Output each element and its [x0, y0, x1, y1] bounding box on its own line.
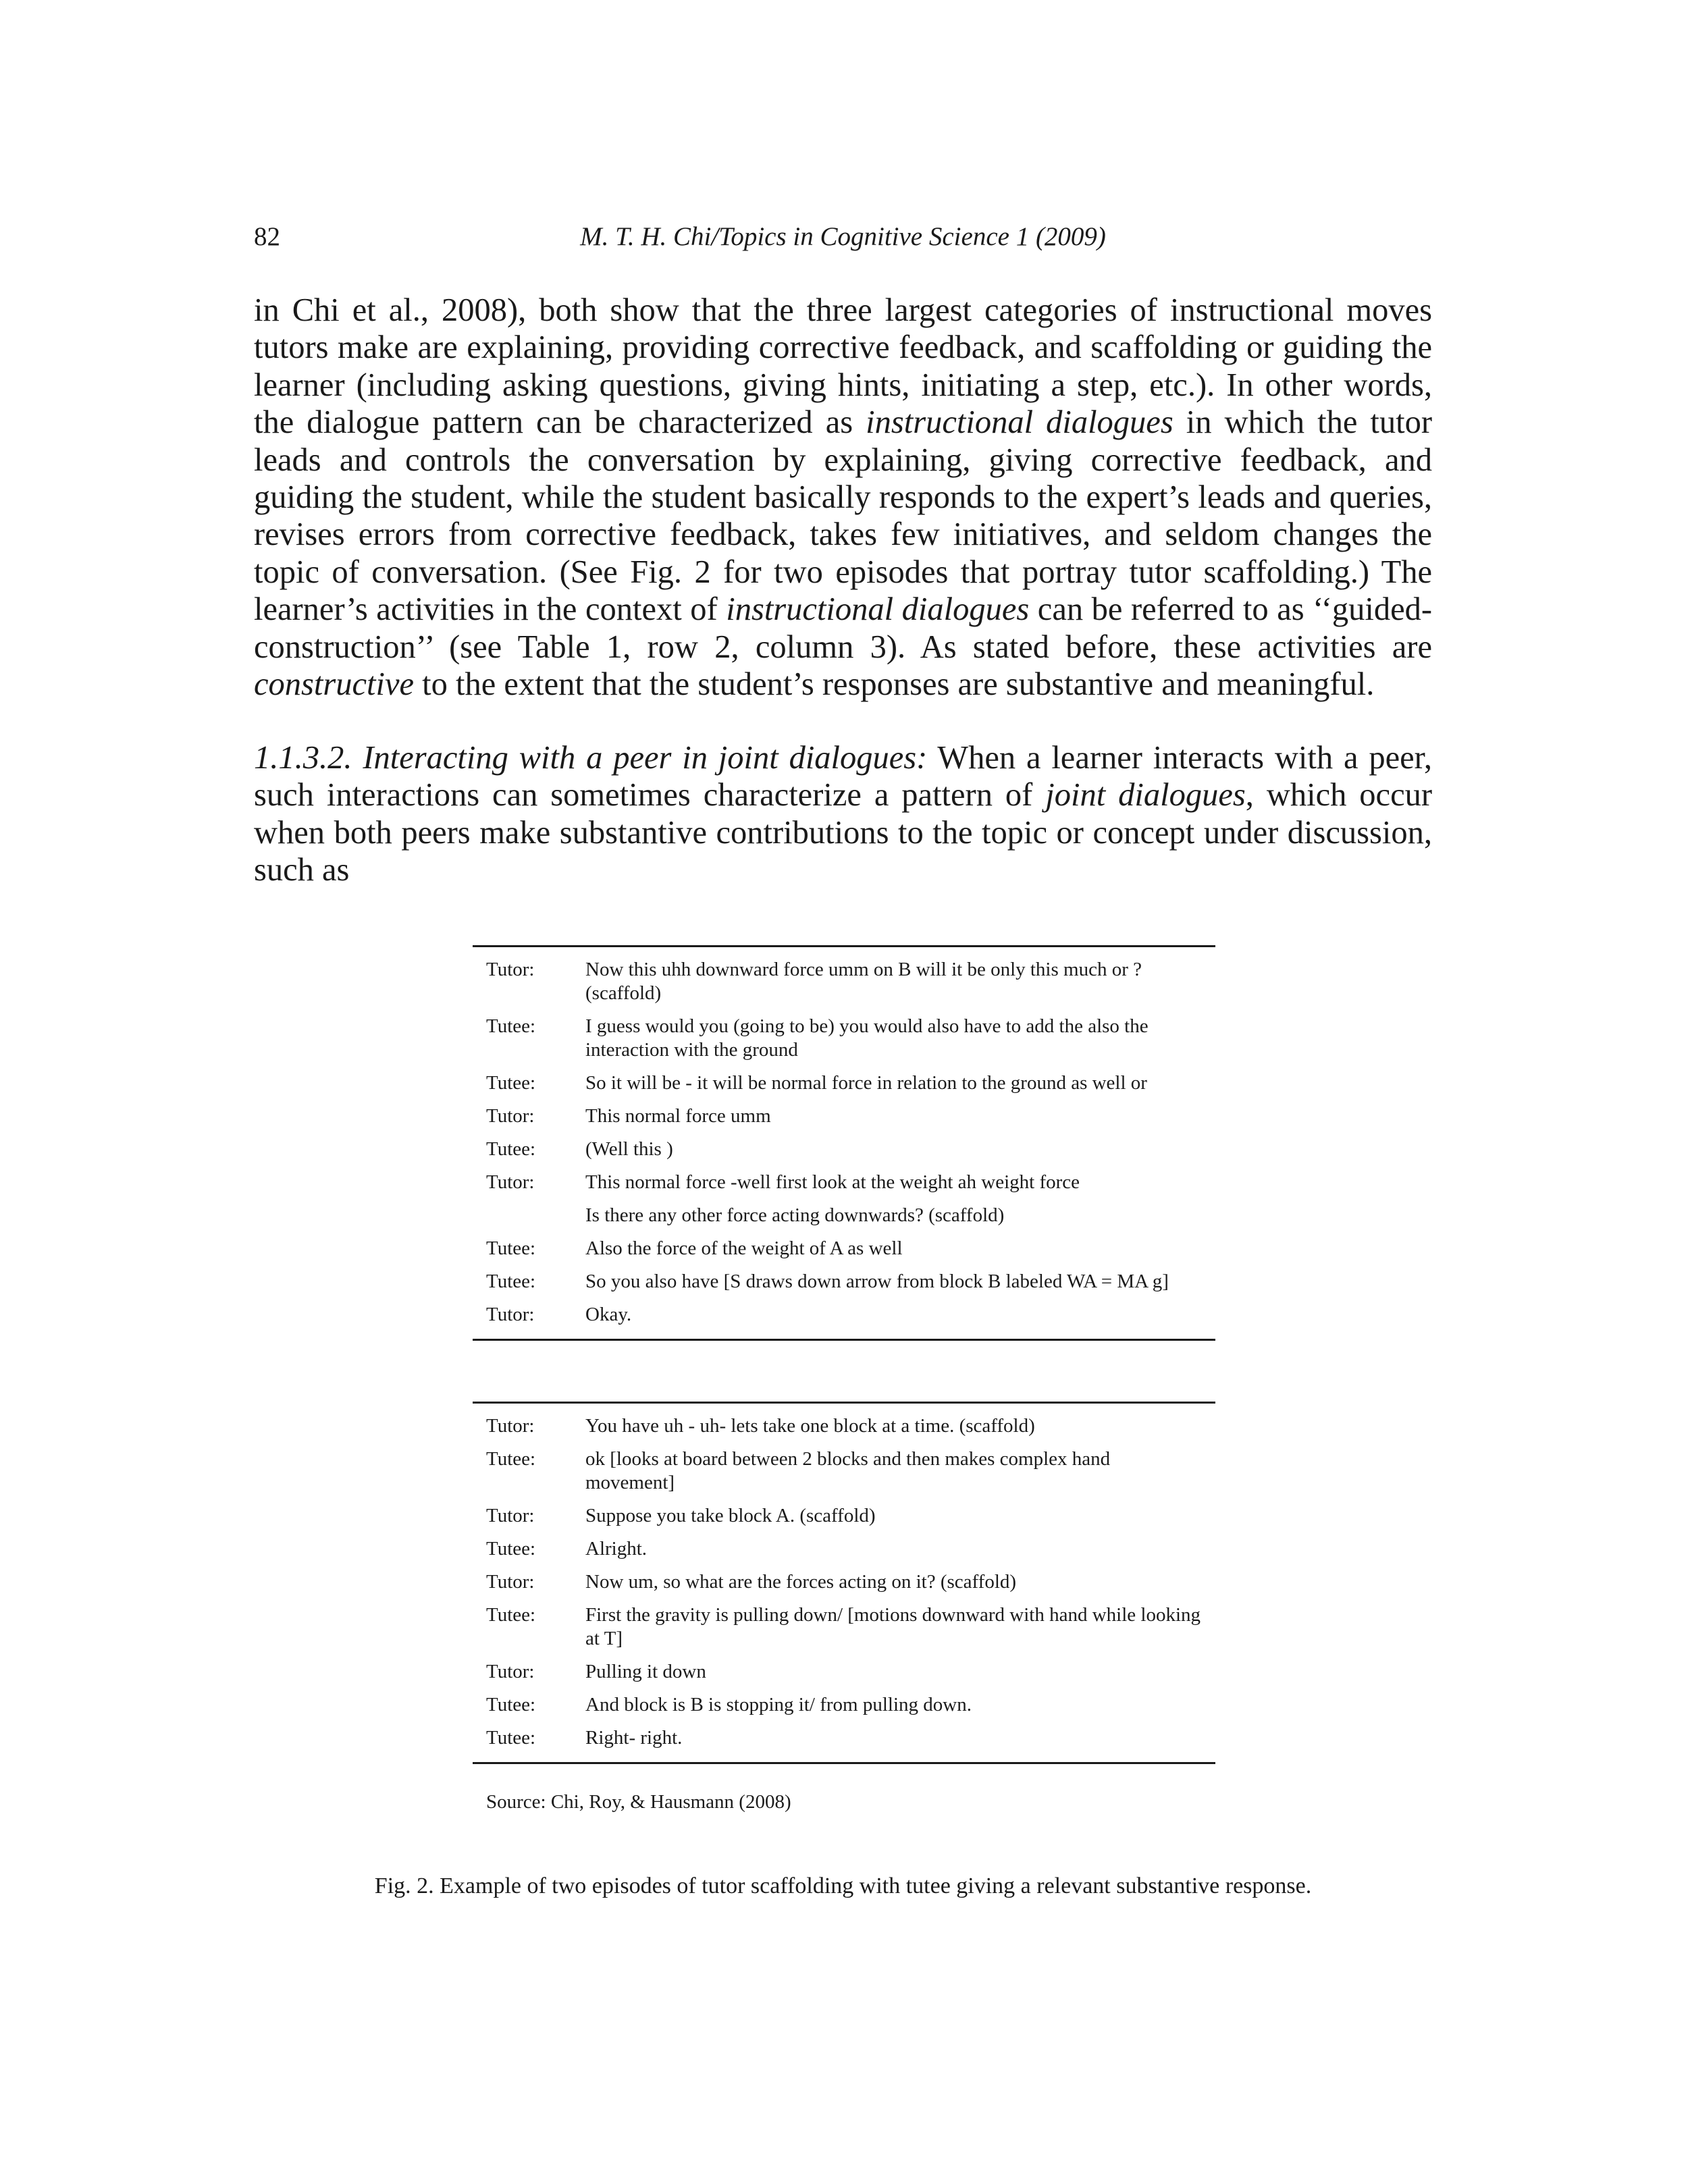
dialogue-episode-2 [473, 1402, 1215, 1764]
dialogue-turn [473, 1071, 1215, 1095]
dialogue-turn [473, 1726, 1215, 1750]
utterance-text: Right- right. [585, 1727, 683, 1749]
speaker-label: Tutor: [486, 1105, 535, 1127]
speaker-label: Tutee: [486, 1271, 536, 1292]
dialogue-turn [473, 1537, 1215, 1561]
utterance-text: ok [looks at board between 2 blocks and then makes complex hand movement] [585, 1448, 1111, 1493]
utterance-text: This normal force umm [585, 1105, 771, 1127]
speaker-label: Tutee: [486, 1015, 536, 1037]
italic-term: constructive [254, 666, 415, 703]
figure-source: Source: Chi, Roy, & Hausmann (2008) [486, 1791, 791, 1813]
dialogue-turn [473, 1447, 1215, 1495]
dialogue-turn [473, 1603, 1215, 1651]
text-span: to the extent that the student’s responses are substantive and meaningful. [414, 666, 1375, 703]
dialogue-turn [473, 1204, 1215, 1227]
dialogue-episode-1 [473, 945, 1215, 1341]
dialogue-turn [473, 1015, 1215, 1062]
dialogue-turn [473, 958, 1215, 1005]
dialogue-turn [473, 1171, 1215, 1194]
utterance-text: Now this uhh downward force umm on B will it be only this much or ? (scaffold) [585, 959, 1142, 1004]
speaker-label: Tutee: [486, 1694, 536, 1715]
utterance-text: Also the force of the weight of A as well [585, 1237, 903, 1259]
text-span: , which occur when both peers make substantive contributions to the topic or concept under discussion, such as [254, 777, 1433, 888]
utterance-text: (Well this ) [585, 1138, 673, 1160]
dialogue-turn [473, 1104, 1215, 1128]
utterance-text: Is there any other force acting downwards? (scaffold) [585, 1204, 1005, 1226]
body-paragraph-2 [254, 739, 1432, 889]
utterance-text: You have uh - uh- lets take one block at a time. (scaffold) [585, 1415, 1035, 1437]
speaker-label: Tutor: [486, 959, 535, 980]
dialogue-turn [473, 1237, 1215, 1260]
speaker-label: Tutor: [486, 1661, 535, 1682]
speaker-label: Tutee: [486, 1237, 536, 1259]
text-span: in which the tutor leads and controls the conversation by explaining, giving corrective feedback, and guiding the student, while the student basically responds to the expert’s leads and queries, revises errors from corrective feedback, takes few initiatives, and seldom changes the topic of conversation. (See Fig. 2 for two episodes that portray tutor scaffolding.) The learner’s activities in the context of [254, 404, 1432, 628]
speaker-label: Tutee: [486, 1138, 536, 1160]
speaker-label: Tutor: [486, 1505, 535, 1526]
text-span: in Chi et al., 2008), both show that the three largest categories of instructional moves tutors make are explaining, providing corrective feedback, and scaffolding or guiding the learner (including asking questions, giving hints, initiating a step, etc.). In other words, the dialogue pattern can be characterized as [254, 292, 1432, 441]
utterance-text: Okay. [585, 1304, 632, 1325]
section-heading: 1.1.3.2. Interacting with a peer in joint dialogues: [254, 740, 928, 776]
text-span: When a learner interacts with a peer, such interactions can sometimes characterize a pattern of [254, 740, 1432, 814]
speaker-label [473, 1204, 585, 1227]
utterance-text: And block is B is stopping it/ from pulling down. [585, 1694, 972, 1715]
dialogue-turn [473, 1303, 1215, 1327]
speaker-label: Tutee: [486, 1727, 536, 1749]
speaker-label: Tutee: [486, 1604, 536, 1626]
utterance-text: First the gravity is pulling down/ [motions downward with hand while looking at T] [585, 1604, 1201, 1649]
dialogue-turn [473, 1138, 1215, 1161]
utterance-text: Suppose you take block A. (scaffold) [585, 1505, 876, 1526]
dialogue-turn [473, 1270, 1215, 1294]
body-paragraph-1 [254, 292, 1432, 703]
utterance-text: Pulling it down [585, 1661, 706, 1682]
utterance-text: I guess would you (going to be) you would also have to add the also the interaction with the ground [585, 1015, 1149, 1061]
page-header [254, 221, 1432, 262]
utterance-text: This normal force -well first look at the weight ah weight force [585, 1171, 1080, 1193]
dialogue-turn [473, 1504, 1215, 1528]
speaker-label: Tutor: [486, 1415, 535, 1437]
speaker-label: Tutor: [486, 1171, 535, 1193]
utterance-text: Now um, so what are the forces acting on it? (scaffold) [585, 1571, 1017, 1593]
figure-caption: Fig. 2. Example of two episodes of tutor scaffolding with tutee giving a relevant substantive response. [374, 1873, 1312, 1898]
utterance-text: So you also have [S draws down arrow from block B labeled WA = MA g] [585, 1271, 1169, 1292]
dialogue-turn [473, 1414, 1215, 1438]
speaker-label: Tutor: [486, 1304, 535, 1325]
italic-term: instructional dialogues [866, 404, 1173, 441]
italic-term: joint dialogues [1045, 777, 1246, 814]
italic-term: instructional dialogues [726, 591, 1030, 628]
dialogue-turn [473, 1570, 1215, 1594]
speaker-label: Tutee: [486, 1448, 536, 1470]
dialogue-turn [473, 1660, 1215, 1684]
page-number: 82 [254, 222, 280, 251]
speaker-label: Tutor: [486, 1571, 535, 1593]
utterance-text: So it will be - it will be normal force in relation to the ground as well or [585, 1072, 1147, 1094]
speaker-label: Tutee: [486, 1072, 536, 1094]
running-head: M. T. H. Chi/Topics in Cognitive Science 1 (2009) [580, 222, 1106, 251]
speaker-label: Tutee: [486, 1538, 536, 1560]
text-span: can be referred to as ‘‘guided-construction’’ (see Table 1, row 2, column 3). As stated before, these activities are [254, 591, 1433, 665]
dialogue-turn [473, 1693, 1215, 1717]
utterance-text: Alright. [585, 1538, 648, 1560]
